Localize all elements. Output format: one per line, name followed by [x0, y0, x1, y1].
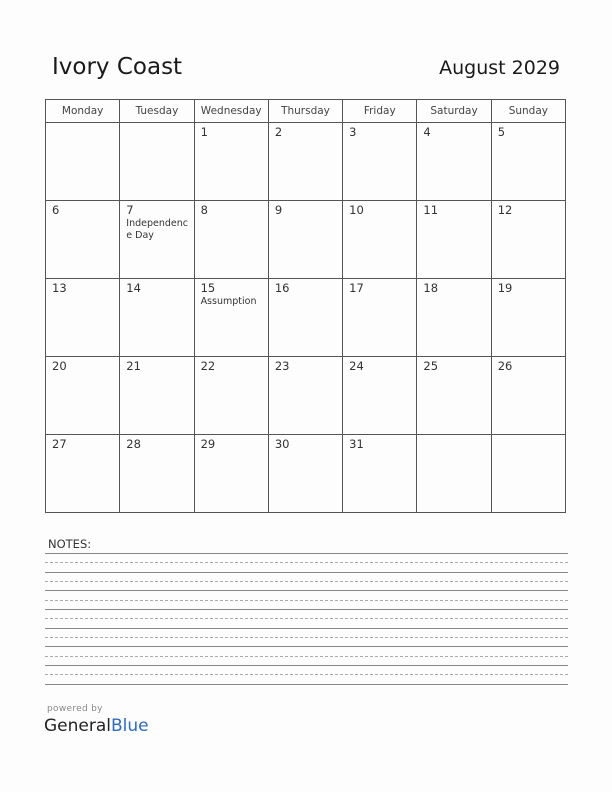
day-cell — [268, 201, 342, 279]
day-number: 26 — [497, 359, 513, 373]
day-cell — [268, 357, 342, 435]
day-cell — [120, 435, 194, 513]
notes-line — [45, 684, 568, 685]
day-cell — [120, 123, 194, 201]
notes-label: NOTES: — [48, 537, 92, 551]
day-number: 1 — [200, 125, 208, 139]
weekday-header-row — [46, 100, 566, 123]
day-cell — [491, 357, 565, 435]
day-number: 10 — [349, 203, 364, 217]
day-cell — [268, 123, 342, 201]
day-cell — [120, 279, 194, 357]
day-cell — [46, 279, 120, 357]
day-cell — [491, 435, 565, 513]
notes-guide-line — [45, 656, 568, 657]
notes-line — [45, 628, 568, 629]
notes-line — [45, 646, 568, 647]
day-number: 4 — [423, 125, 431, 139]
weekday-header: Sunday — [491, 100, 565, 123]
day-number: 28 — [126, 437, 141, 451]
day-cell — [46, 201, 120, 279]
day-cell — [491, 279, 565, 357]
weekday-header: Thursday — [268, 100, 342, 123]
day-cell — [46, 123, 120, 201]
day-number: 8 — [200, 203, 208, 217]
day-number: 25 — [423, 359, 439, 373]
notes-line — [45, 572, 568, 573]
brand-part-blue: Blue — [111, 716, 149, 736]
day-cell — [343, 123, 417, 201]
notes-guide-line — [45, 674, 568, 675]
day-number: 17 — [349, 281, 364, 295]
day-cell — [417, 123, 491, 201]
day-number: 3 — [349, 125, 357, 139]
day-number: 20 — [52, 359, 67, 373]
powered-by-text: powered by — [47, 704, 103, 714]
day-number: 18 — [423, 281, 439, 295]
notes-line — [45, 665, 568, 666]
notes-guide-line — [45, 562, 568, 563]
week-row — [46, 435, 566, 513]
day-cell — [46, 435, 120, 513]
calendar-grid — [45, 99, 566, 513]
day-number — [46, 123, 119, 125]
day-number: 11 — [423, 203, 439, 217]
day-cell — [343, 279, 417, 357]
day-cell — [491, 201, 565, 279]
day-cell — [268, 279, 342, 357]
weekday-header: Wednesday — [194, 100, 268, 123]
day-cell — [417, 357, 491, 435]
day-cell — [343, 435, 417, 513]
day-cell — [194, 279, 268, 357]
day-number: 22 — [200, 359, 216, 373]
day-cell — [343, 357, 417, 435]
day-number: 2 — [274, 125, 283, 139]
month-title: August 2029 — [439, 57, 560, 79]
day-cell — [120, 201, 194, 279]
day-number: 7 — [126, 203, 134, 217]
day-cell — [343, 201, 417, 279]
day-cell — [194, 357, 268, 435]
day-number: 16 — [274, 281, 290, 295]
day-number: 27 — [52, 437, 67, 451]
notes-line — [45, 553, 568, 554]
day-cell — [194, 201, 268, 279]
day-number: 30 — [274, 437, 290, 451]
notes-guide-line — [45, 581, 568, 582]
day-number: 21 — [126, 359, 141, 373]
day-cell — [268, 435, 342, 513]
country-title: Ivory Coast — [52, 54, 183, 80]
notes-guide-line — [45, 637, 568, 638]
day-number: 31 — [349, 437, 364, 451]
day-number — [492, 435, 565, 437]
week-row — [46, 123, 566, 201]
day-cell — [417, 279, 491, 357]
day-number: 6 — [52, 203, 60, 217]
week-row — [46, 201, 566, 279]
day-number: 15 — [200, 281, 216, 295]
weekday-header: Monday — [46, 100, 120, 123]
day-cell — [194, 435, 268, 513]
day-cell — [120, 357, 194, 435]
brand-logo — [44, 716, 149, 736]
weekday-header: Saturday — [417, 100, 491, 123]
week-row — [46, 279, 566, 357]
day-number: 14 — [126, 281, 141, 295]
day-number — [120, 123, 193, 125]
holiday-label: Independence Day — [126, 218, 188, 241]
holiday-label: Assumption — [200, 296, 257, 307]
week-row — [46, 357, 566, 435]
brand-part-general: General — [44, 716, 111, 736]
day-number — [417, 435, 490, 437]
day-cell — [417, 435, 491, 513]
notes-line — [45, 609, 568, 610]
day-number: 5 — [497, 125, 506, 139]
notes-guide-line — [45, 618, 568, 619]
weekday-header: Tuesday — [120, 100, 194, 123]
notes-line — [45, 590, 568, 591]
day-number: 29 — [200, 437, 216, 451]
notes-guide-line — [45, 600, 568, 601]
weekday-header: Friday — [343, 100, 417, 123]
day-cell — [417, 201, 491, 279]
day-number: 19 — [497, 281, 513, 295]
day-number: 13 — [52, 281, 67, 295]
day-number: 9 — [274, 203, 283, 217]
day-cell — [46, 357, 120, 435]
day-number: 24 — [349, 359, 364, 373]
day-cell — [491, 123, 565, 201]
day-number: 12 — [497, 203, 513, 217]
day-number: 23 — [274, 359, 290, 373]
day-cell — [194, 123, 268, 201]
